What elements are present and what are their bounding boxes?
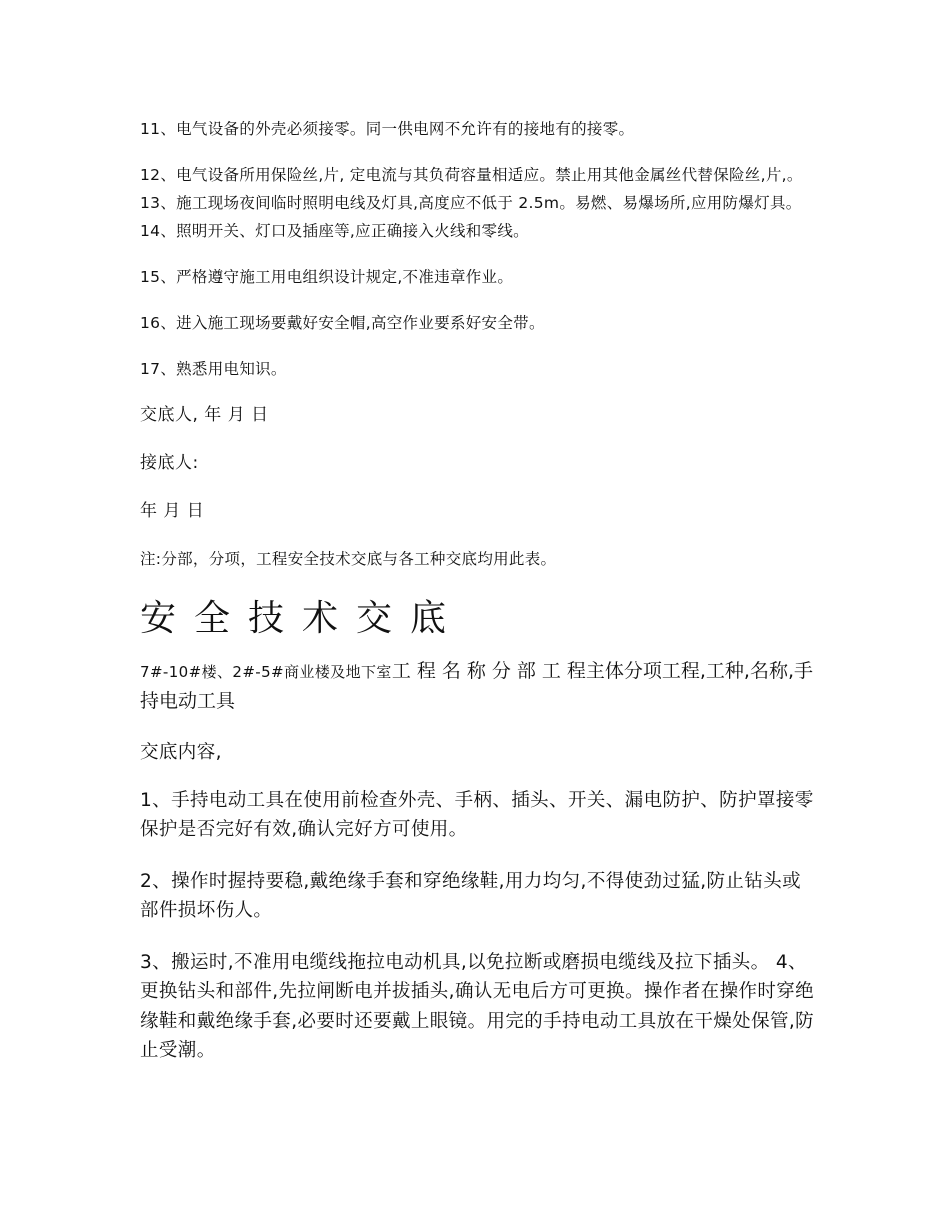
project-name-value: 7#-10#楼、2#-5#商业楼及地下室 xyxy=(140,663,392,681)
list-item: 11、电气设备的外壳必须接零。同一供电网不允许有的接地有的接零。 xyxy=(140,120,635,138)
document-page xyxy=(140,115,815,1088)
list-item: 1、手持电动工具在使用前检查外壳、手柄、插头、开关、漏电防护、防护罩接零保护是否完好有效,确认完好方可使用。 xyxy=(140,789,814,840)
division-value: 程主体分项工程,工种,名称,手持电动工具 xyxy=(140,660,813,712)
discloser-signature: 交底人, 年 月 日 xyxy=(140,405,269,425)
form-note: 注:分部，分项，工程安全技术交底与各工种交底均用此表。 xyxy=(140,550,557,568)
list-item: 3、搬运时,不准用电缆线拖拉电动机具,以免拉断或磨损电缆线及拉下插头。 4、更换钻头和部件,先拉闸断电并拔插头,确认无电后方可更换。操作者在操作时穿绝缘鞋和戴绝缘手套,必要时还要戴上眼镜。用完的手持电动工具放在干燥处保管,防止受潮。 xyxy=(140,951,815,1061)
signature-date: 年 月 日 xyxy=(140,501,205,521)
list-item: 16、进入施工现场要戴好安全帽,高空作业要系好安全带。 xyxy=(140,314,545,332)
division-label: 分部工 xyxy=(491,660,567,682)
list-item: 12、电气设备所用保险丝,片, 定电流与其负荷容量相适应。禁止用其他金属丝代替保险丝,片,。13、施工现场夜间临时照明电线及灯具,高度应不低于 2.5m。易燃、易爆场所,应用防爆灯具。14、照明开关、灯口及插座等,应正确接入火线和零线。 xyxy=(140,166,803,240)
project-info xyxy=(140,657,815,716)
receiver-signature: 接底人: xyxy=(140,453,199,473)
list-item: 15、严格遵守施工用电组织设计规定,不准违章作业。 xyxy=(140,268,514,286)
project-name-label: 工程名称 xyxy=(391,660,492,682)
list-item: 17、熟悉用电知识。 xyxy=(140,360,287,378)
section-title: 安全技术交底 xyxy=(140,598,465,639)
list-item: 2、操作时握持要稳,戴绝缘手套和穿绝缘鞋,用力均匀,不得使劲过猛,防止钻头或部件损坏伤人。 xyxy=(140,870,801,921)
content-label: 交底内容, xyxy=(140,742,222,763)
